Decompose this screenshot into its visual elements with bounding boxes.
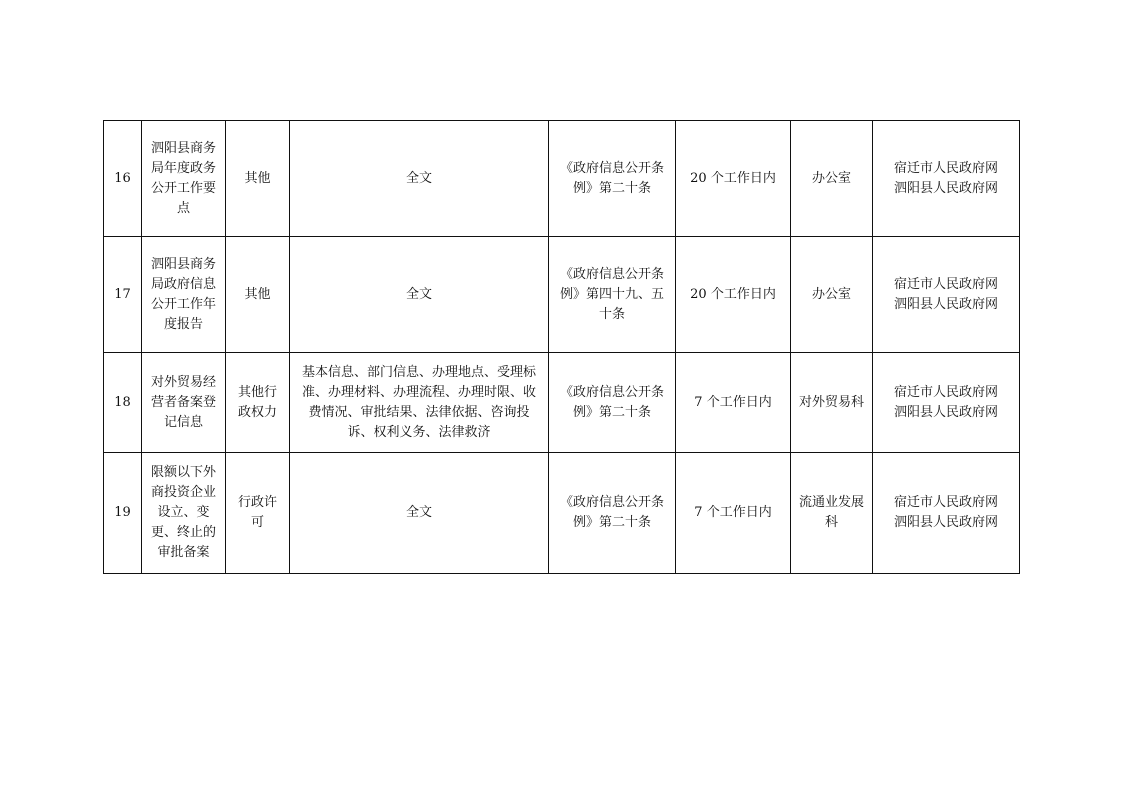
channel-line: 宿迁市人民政府网 [893, 276, 998, 292]
channel-line: 宿迁市人民政府网 [893, 495, 998, 510]
table-row [104, 237, 1020, 353]
item-name-cell: 对外贸易经营者备案登记信息 [142, 353, 226, 453]
item-name-cell: 泗阳县商务局政府信息公开工作年度报告 [142, 237, 226, 353]
department-cell: 流通业发展科 [791, 453, 873, 574]
legal-basis-cell: 《政府信息公开条例》第二十条 [549, 453, 676, 574]
channel-cell [873, 121, 1020, 237]
row-number-cell: 16 [104, 121, 142, 237]
channel-cell [873, 237, 1020, 353]
legal-basis-cell: 《政府信息公开条例》第二十条 [549, 353, 676, 453]
item-name-cell: 限额以下外商投资企业设立、变更、终止的审批备案 [142, 453, 226, 574]
legal-basis-cell: 《政府信息公开条例》第四十九、五十条 [549, 237, 676, 353]
row-number-cell: 17 [104, 237, 142, 353]
channel-line: 宿迁市人民政府网 [893, 160, 998, 176]
table-row [104, 353, 1020, 453]
item-name-cell: 泗阳县商务局年度政务公开工作要点 [142, 121, 226, 237]
channel-cell [873, 353, 1020, 453]
row-number-cell: 19 [104, 453, 142, 574]
department-cell: 办公室 [791, 237, 873, 353]
category-cell: 其他 [226, 237, 290, 353]
time-limit-cell: 20 个工作日内 [676, 237, 791, 353]
channel-line: 泗阳县人民政府网 [893, 515, 998, 530]
content-cell: 全文 [290, 453, 549, 574]
content-cell: 全文 [290, 121, 549, 237]
category-cell: 其他 [226, 121, 290, 237]
channel-line: 泗阳县人民政府网 [893, 404, 998, 420]
channel-line: 宿迁市人民政府网 [893, 384, 998, 400]
channel-line: 泗阳县人民政府网 [893, 296, 998, 312]
disclosure-table [103, 120, 1020, 574]
time-limit-cell: 20 个工作日内 [676, 121, 791, 237]
time-limit-cell: 7 个工作日内 [676, 353, 791, 453]
table-row [104, 121, 1020, 237]
content-cell: 全文 [290, 237, 549, 353]
department-cell: 对外贸易科 [791, 353, 873, 453]
time-limit-cell: 7 个工作日内 [676, 453, 791, 574]
table-row [104, 453, 1020, 574]
channel-line: 泗阳县人民政府网 [893, 180, 998, 196]
category-cell: 其他行政权力 [226, 353, 290, 453]
row-number-cell: 18 [104, 353, 142, 453]
content-cell: 基本信息、部门信息、办理地点、受理标准、办理材料、办理流程、办理时限、收费情况、审批结果、法律依据、咨询投诉、权利义务、法律救济 [290, 353, 549, 453]
legal-basis-cell: 《政府信息公开条例》第二十条 [549, 121, 676, 237]
channel-cell [873, 453, 1020, 574]
category-cell: 行政许可 [226, 453, 290, 574]
department-cell: 办公室 [791, 121, 873, 237]
